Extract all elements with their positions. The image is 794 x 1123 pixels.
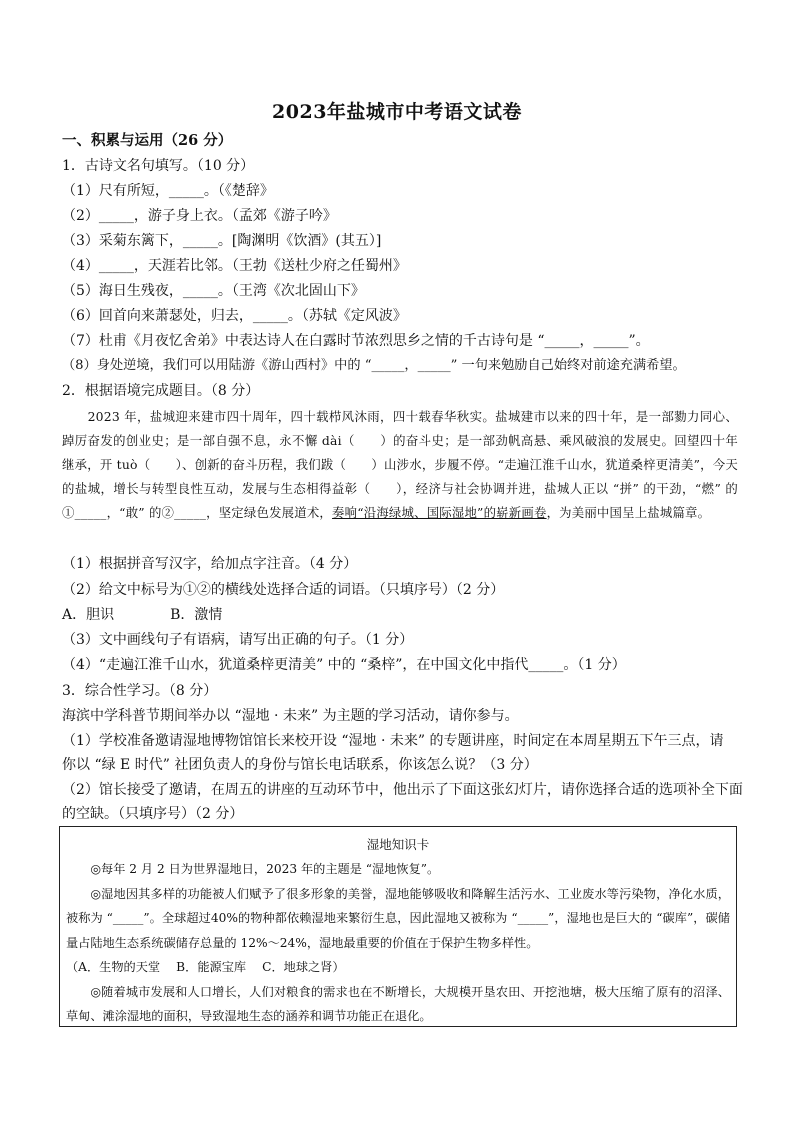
question-1-item-1: （1）尺有所短，_____。（《楚辞》 xyxy=(62,183,274,199)
passage-text-b: ，为美丽中国呈上盐城篇章。 xyxy=(546,505,711,520)
question-1-item-2: （2）_____，游子身上衣。（孟郊《游子吟》 xyxy=(62,208,337,224)
question-2-item-4: （4）“走遍江淮千山水，犹道桑梓更清美” 中的 “桑梓”，在中国文化中指代_____。（1 分） xyxy=(62,657,626,673)
question-3-item-2-line-1: （2）馆长接受了邀请，在周五的讲座的互动环节中，他出示了下面这张幻灯片，请你选择合适的选项补全下面 xyxy=(62,782,743,798)
question-1-item-6: （6）回首向来萧瑟处，归去，_____。（苏轼《定风波》 xyxy=(62,308,407,324)
question-3-stem: 3．综合性学习。（8 分） xyxy=(62,683,218,699)
section-heading: 一、积累与运用（26 分） xyxy=(62,132,233,149)
question-1-item-5: （5）海日生残夜，_____。（王湾《次北固山下》 xyxy=(62,283,365,299)
question-3-item-2-line-2: 的空缺。（只填序号）（2 分） xyxy=(62,806,244,822)
question-1-item-7: （7）杜甫《月夜忆舍弟》中表达诗人在白露时节浓烈思乡之情的千古诗句是 “_____，_____”。 xyxy=(62,333,650,349)
passage-underlined-sentence: 奏响“沿海绿城、国际湿地”的崭新画卷 xyxy=(332,505,547,520)
question-3-item-1-line-2: 你以 “绿 E 时代” 社团负责人的身份与馆长电话联系，你该怎么说？（3 分） xyxy=(62,757,538,773)
card-paragraph-2: ◎湿地因其多样的功能被人们赋予了很多形象的美誉，湿地能够吸收和降解生活污水、工业废水等污染物，净化水质，被称为 “_____”。全球超过40%的物种都依赖湿地来繁衍生息，因此湿地又被称为 “_____”，湿地也是巨大的 “碳库”，碳储量占陆地生态系统碳储存总量的 12%～24%，湿地最重要的价值在于保护生物多样性。 xyxy=(66,886,730,950)
exam-title: 2023年盐城市中考语文试卷 xyxy=(272,101,522,123)
question-1-stem: 1．古诗文名句填写。（10 分） xyxy=(62,158,255,174)
question-2-item-3: （3）文中画线句子有语病，请写出正确的句子。（1 分） xyxy=(62,632,414,648)
card-options: （A．生物的天堂 B．能源宝库 C．地球之肾） xyxy=(66,960,345,974)
question-1-item-3: （3）采菊东篱下，_____。[陶渊明《饮酒》(其五）] xyxy=(62,233,382,249)
question-1-item-8: （8）身处逆境，我们可以用陆游《游山西村》中的 “_____，_____” 一句来勉励自己始终对前途充满希望。 xyxy=(62,358,686,373)
question-3-item-1-line-1: （1）学校准备邀请湿地博物馆馆长来校开设 “湿地 · 未来” 的专题讲座，时间定在本周星期五下午三点，请 xyxy=(62,733,724,749)
question-2-item-2: （2）给文中标号为①②的横线处选择合适的词语。（只填序号）（2 分） xyxy=(62,582,505,598)
question-1-item-4: （4）_____，天涯若比邻。（王勃《送杜少府之任蜀州》 xyxy=(62,258,407,274)
question-2-item-1: （1）根据拼音写汉字，给加点字注音。（4 分） xyxy=(62,556,358,572)
passage-text-a: 2023 年，盐城迎来建市四十周年，四十载栉风沐雨，四十载春华秋实。盐城建市以来的四十年，是一部勠力同心、踔厉奋发的创业史；是一部自强不息，永不懈 dài（ ）的奋斗史；是一部劲帆高悬、乘风破浪的发展史。回望四十年继承，开 tuò（ ）、创新的奋斗历程，我们跋（ ）山涉水，步履不停。“走遍江淮千山水，犹道桑梓更清美”，今天的盐城，增长与转型良性互动，发展与生态相得益彰（ ），经济与社会协调并进，盐城人正以 “拼” 的干劲，“燃” 的①_____，“敢” 的②_____，坚定绿色发展道术， xyxy=(62,409,738,520)
reading-passage xyxy=(62,405,738,525)
wetland-knowledge-card xyxy=(59,826,737,1027)
card-paragraph-3: ◎随着城市发展和人口增长，人们对粮食的需求也在不断增长，大规模开垦农田、开挖池塘，极大压缩了原有的沼泽、草甸、滩涂湿地的面积，导致湿地生态的涵养和调节功能正在退化。 xyxy=(66,984,730,1023)
card-paragraph-1: ◎每年 2 月 2 日为世界湿地日，2023 年的主题是 “湿地恢复”。 xyxy=(90,862,440,876)
question-2-options: A．胆识 B．激情 xyxy=(62,607,223,623)
card-body xyxy=(66,857,730,1029)
question-3-intro: 海滨中学科普节期间举办以 “湿地 · 未来” 为主题的学习活动，请你参与。 xyxy=(62,708,519,724)
question-2-stem: 2．根据语境完成题目。（8 分） xyxy=(62,383,260,399)
card-title: 湿地知识卡 xyxy=(366,837,430,852)
